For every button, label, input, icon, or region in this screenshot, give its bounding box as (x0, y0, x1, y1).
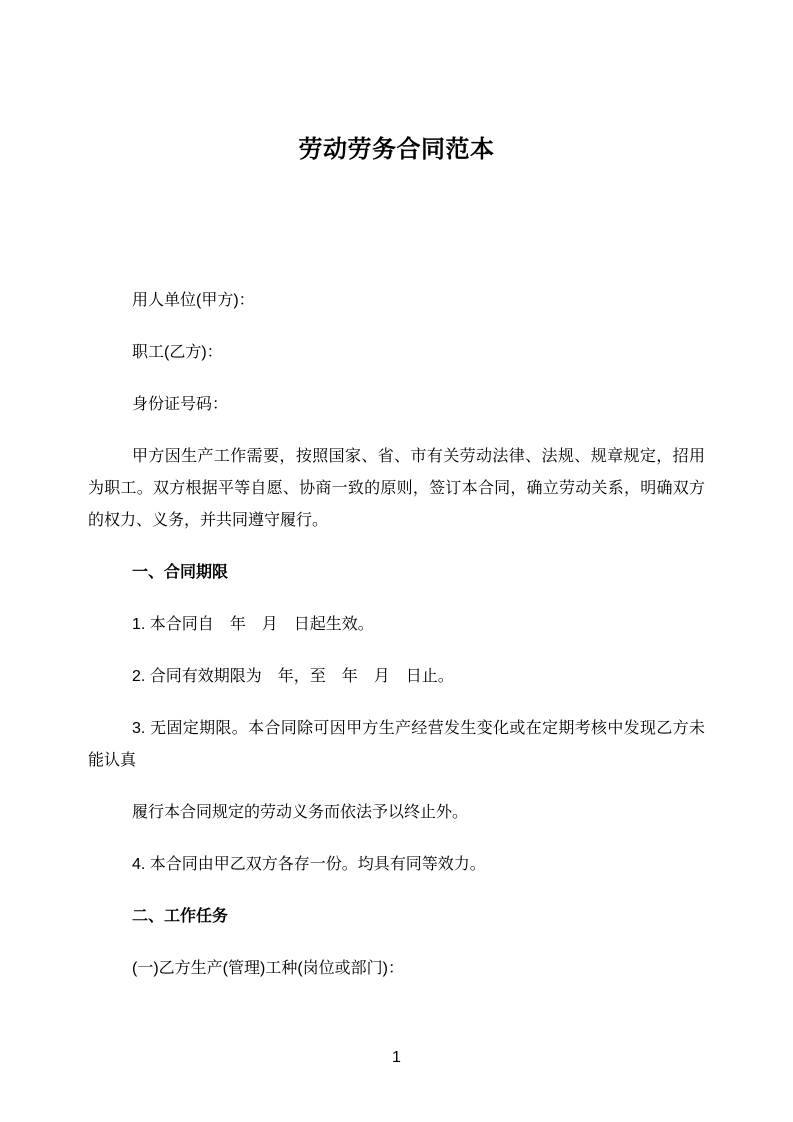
party-b-label: 职工(乙方)： (132, 344, 223, 361)
page-number: 1 (392, 1049, 401, 1066)
party-a-label: 用人单位(甲方)： (132, 292, 255, 309)
clause-work-position: (一)乙方生产(管理)工种(岗位或部门)： (132, 960, 404, 977)
clause-1-effective-date: 1. 本合同自 年 月 日起生效。 (132, 616, 374, 633)
section-1-heading: 一、合同期限 (132, 564, 229, 581)
section-2-heading: 二、工作任务 (132, 908, 229, 925)
clause-4-copies: 4. 本合同由甲乙双方各存一份。均具有同等效力。 (132, 856, 486, 873)
clause-3-continued: 履行本合同规定的劳动义务而依法予以终止外。 (132, 804, 469, 821)
clause-2-valid-period: 2. 合同有效期限为 年，至 年 月 日止。 (132, 668, 454, 685)
intro-paragraph: 甲方因生产工作需要，按照国家、省、市有关劳动法律、法规、规章规定，招用为职工。双方根据平等自愿、协商一致的原则，签订本合同，确立劳动关系，明确双方的权力、义务，并共同遵守履行。 (88, 448, 705, 529)
clause-3-open-term: 3. 无固定期限。本合同除可因甲方生产经营发生变化或在定期考核中发现乙方未能认真 (88, 720, 705, 769)
id-number-label: 身份证号码： (132, 396, 229, 413)
document-title: 劳动劳务合同范本 (298, 136, 495, 163)
